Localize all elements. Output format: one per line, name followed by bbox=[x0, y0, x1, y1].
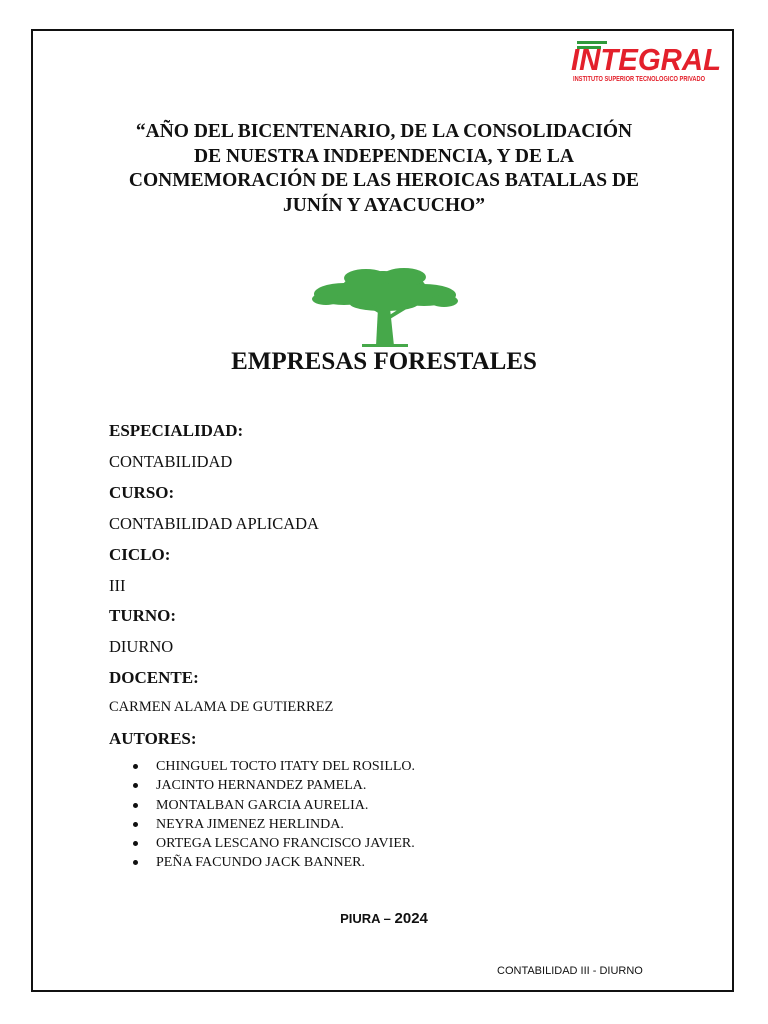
svg-text:INTEGRAL: INTEGRAL bbox=[571, 42, 721, 77]
svg-text:INSTITUTO SUPERIOR TECNOLOGICO: INSTITUTO SUPERIOR TECNOLOGICO PRIVADO bbox=[573, 74, 706, 83]
curso-value: CONTABILIDAD APLICADA bbox=[109, 514, 319, 533]
list-item: ORTEGA LESCANO FRANCISCO JAVIER. bbox=[130, 834, 415, 853]
year-motto bbox=[88, 120, 680, 218]
curso-label: CURSO: bbox=[109, 483, 175, 502]
turno-label: TURNO: bbox=[109, 606, 177, 625]
city: PIURA bbox=[340, 911, 381, 926]
docente-label: DOCENTE: bbox=[109, 668, 199, 687]
list-item: NEYRA JIMENEZ HERLINDA. bbox=[130, 815, 415, 834]
especialidad-label: ESPECIALIDAD: bbox=[109, 421, 244, 440]
page-footer: CONTABILIDAD III - DIURNO bbox=[497, 965, 643, 977]
institute-logo bbox=[569, 38, 725, 84]
docente-value: CARMEN ALAMA DE GUTIERREZ bbox=[109, 699, 334, 715]
ciclo-label: CICLO: bbox=[109, 545, 171, 564]
separator: – bbox=[383, 911, 391, 926]
especialidad-value: CONTABILIDAD bbox=[109, 452, 233, 471]
list-item: PEÑA FACUNDO JACK BANNER. bbox=[130, 853, 415, 872]
document-title: EMPRESAS FORESTALES bbox=[231, 348, 537, 375]
turno-value: DIURNO bbox=[109, 637, 174, 656]
motto-line: “AÑO DEL BICENTENARIO, DE LA CONSOLIDACIÓN bbox=[135, 121, 633, 142]
list-item: MONTALBAN GARCIA AURELIA. bbox=[130, 796, 415, 815]
list-item: JACINTO HERNANDEZ PAMELA. bbox=[130, 776, 415, 795]
place-date bbox=[0, 910, 768, 927]
motto-line: CONMEMORACIÓN DE LAS HEROICAS BATALLAS DE bbox=[128, 170, 640, 191]
tree-icon bbox=[306, 264, 462, 348]
autores-label: AUTORES: bbox=[109, 729, 197, 748]
motto-line: DE NUESTRA INDEPENDENCIA, Y DE LA bbox=[194, 145, 574, 167]
year: 2024 bbox=[394, 910, 428, 927]
list-item: CHINGUEL TOCTO ITATY DEL ROSILLO. bbox=[130, 757, 415, 776]
ciclo-value: III bbox=[109, 576, 126, 595]
motto-line: JUNÍN Y AYACUCHO” bbox=[283, 194, 485, 216]
authors-list bbox=[130, 757, 415, 873]
